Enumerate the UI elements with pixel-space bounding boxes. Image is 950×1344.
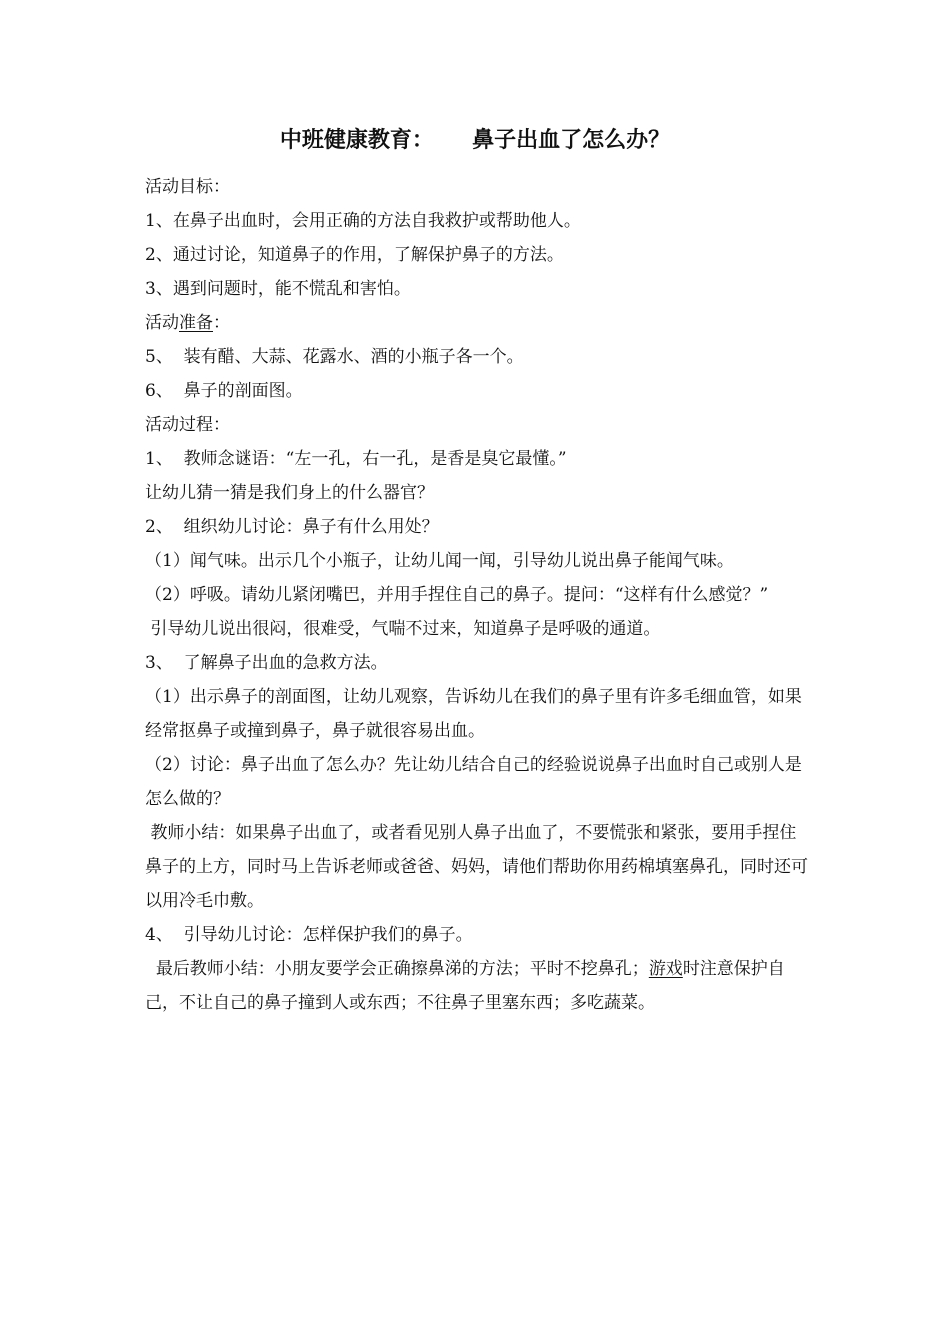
goal-item-2: 2、通过讨论，知道鼻子的作用，了解保护鼻子的方法。 <box>145 245 564 265</box>
step-3-sub-2: （2）讨论：鼻子出血了怎么办？先让幼儿结合自己的经验说说鼻子出血时自己或别人是怎么做的？ <box>145 755 802 809</box>
preparation-item-5: 5、 装有醋、大蒜、花露水、酒的小瓶子各一个。 <box>145 347 524 367</box>
step-2-sub-2-guide: 引导幼儿说出很闷，很难受，气喘不过来，知道鼻子是呼吸的通道。 <box>145 619 661 639</box>
goal-item-3: 3、遇到问题时，能不慌乱和害怕。 <box>145 279 411 299</box>
step-3-summary: 教师小结：如果鼻子出血了，或者看见别人鼻子出血了，不要慌张和紧张，要用手捏住鼻子的上方，同时马上告诉老师或爸爸、妈妈，请他们帮助你用药棉填塞鼻孔，同时还可以用冷毛巾敷。 <box>145 823 808 911</box>
goals-heading: 活动目标： <box>145 177 230 197</box>
preparation-item-6: 6、 鼻子的剖面图。 <box>145 381 303 401</box>
step-1: 1、 教师念谜语：“左一孔，右一孔，是香是臭它最懂。” <box>145 449 567 469</box>
step-3-sub-1: （1）出示鼻子的剖面图，让幼儿观察，告诉幼儿在我们的鼻子里有许多毛细血管，如果经常抠鼻子或撞到鼻子，鼻子就很容易出血。 <box>145 687 802 741</box>
step-1-guess: 让幼儿猜一猜是我们身上的什么器官？ <box>145 483 434 503</box>
final-summary <box>145 952 810 1020</box>
step-3: 3、 了解鼻子出血的急救方法。 <box>145 653 388 673</box>
document-title: 中班健康教育： 鼻子出血了怎么办？ <box>279 128 671 153</box>
preparation-link[interactable]: 准备 <box>179 313 213 333</box>
game-link[interactable]: 游戏 <box>648 959 683 979</box>
step-2-sub-1: （1）闻气味。出示几个小瓶子，让幼儿闻一闻，引导幼儿说出鼻子能闻气味。 <box>145 551 734 571</box>
final-summary-part-1: 最后教师小结：小朋友要学会正确擦鼻涕的方法；平时不挖鼻孔； <box>145 959 649 979</box>
step-2: 2、 组织幼儿讨论：鼻子有什么用处？ <box>145 517 439 537</box>
preparation-heading-colon: ： <box>213 313 230 333</box>
step-4: 4、 引导幼儿讨论：怎样保护我们的鼻子。 <box>145 925 473 945</box>
final-summary-part-2: 时注意保护自己，不让自己的鼻子撞到人或东西；不往鼻子里塞东西；多吃蔬菜。 <box>145 959 785 1013</box>
process-heading: 活动过程： <box>145 415 230 435</box>
document-body <box>145 170 810 1020</box>
preparation-heading <box>145 306 810 340</box>
step-2-sub-2: （2）呼吸。请幼儿紧闭嘴巴，并用手捏住自己的鼻子。提问：“这样有什么感觉？” <box>145 585 769 605</box>
preparation-heading-prefix: 活动 <box>145 313 179 333</box>
goal-item-1: 1、在鼻子出血时，会用正确的方法自我救护或帮助他人。 <box>145 211 581 231</box>
